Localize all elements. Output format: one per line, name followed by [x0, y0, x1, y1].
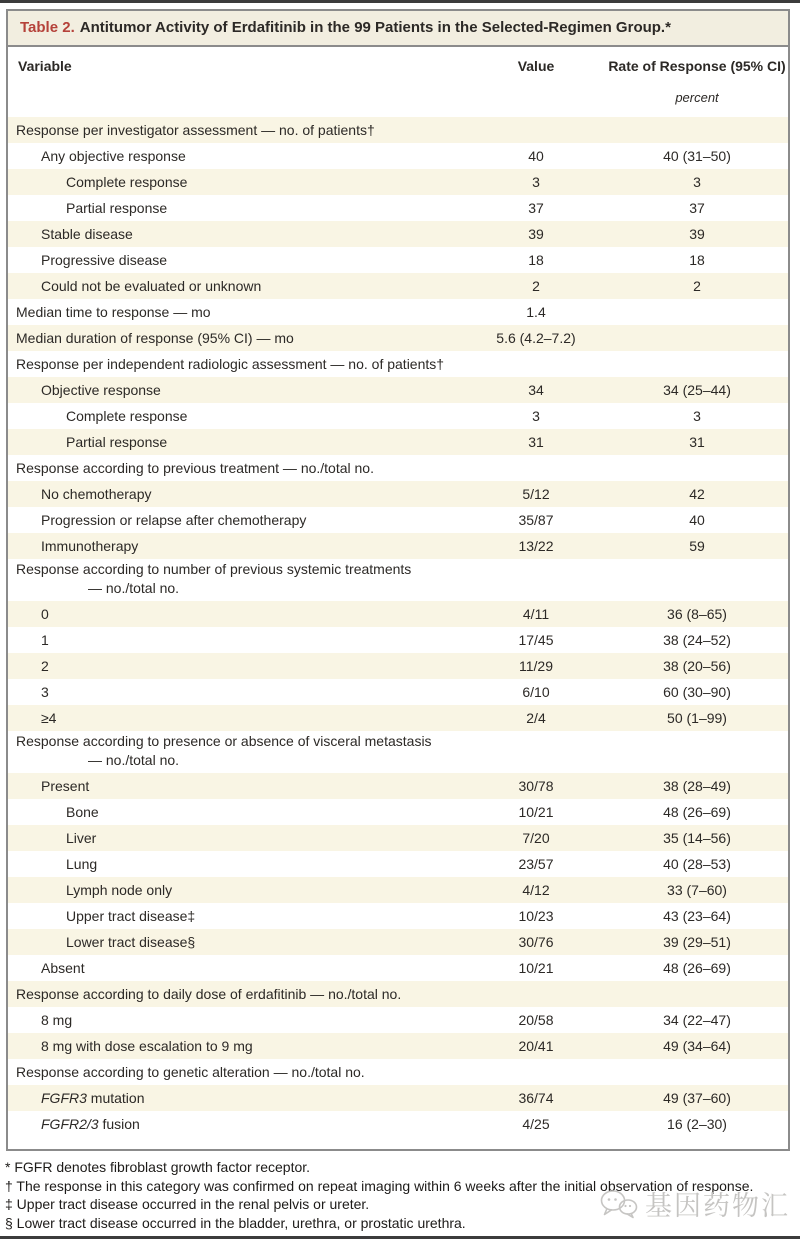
table-body [8, 117, 788, 1137]
row-value: 4/11 [522, 606, 550, 622]
table-row [8, 143, 788, 169]
table-row [8, 653, 788, 679]
row-value: 30/76 [518, 934, 554, 950]
row-value: 31 [528, 434, 544, 450]
row-value: 3 [532, 408, 540, 424]
watermark-text: 基因药物汇 [645, 1191, 790, 1221]
table-row [8, 1007, 788, 1033]
row-label: Response according to daily dose of erdafitinib — no./total no. [16, 986, 402, 1002]
table-container [6, 9, 790, 1151]
row-value: 17/45 [518, 632, 554, 648]
row-rate: 33 (7–60) [667, 882, 727, 898]
row-rate: 48 (26–69) [663, 960, 731, 976]
table-row [8, 117, 788, 143]
column-header-rate-unit: percent [675, 90, 719, 105]
table-row [8, 705, 788, 731]
row-label: Response according to number of previous systemic treatments — no./total no. [16, 561, 412, 596]
row-label: Objective response [41, 382, 161, 398]
row-rate: 40 (28–53) [663, 856, 731, 872]
row-value: 13/22 [518, 538, 554, 554]
row-value: 40 [528, 148, 544, 164]
table-row [8, 377, 788, 403]
table-row [8, 877, 788, 903]
row-label: FGFR3 mutation [41, 1090, 145, 1106]
row-rate: 3 [693, 408, 701, 424]
row-label: 0 [41, 606, 49, 622]
row-label: Lower tract disease§ [66, 934, 196, 950]
row-label: 1 [41, 632, 49, 648]
table-row [8, 221, 788, 247]
row-label: Complete response [66, 408, 188, 424]
row-value: 34 [528, 382, 544, 398]
table-row [8, 929, 788, 955]
row-label: Bone [66, 804, 99, 820]
row-value: 7/20 [522, 830, 550, 846]
row-rate: 37 [689, 200, 705, 216]
table-row [8, 299, 788, 325]
table-title-text: Antitumor Activity of Erdafitinib in the 99 Patients in the Selected-Regimen Group.* [79, 19, 671, 36]
row-rate: 38 (20–56) [663, 658, 731, 674]
table-row [8, 627, 788, 653]
row-label: FGFR2/3 fusion [41, 1116, 140, 1132]
row-rate: 31 [689, 434, 705, 450]
row-value: 1.4 [526, 304, 546, 320]
row-rate: 49 (34–64) [663, 1038, 731, 1054]
row-rate: 59 [689, 538, 705, 554]
row-rate: 38 (28–49) [663, 778, 731, 794]
table-row [8, 247, 788, 273]
table-row [8, 169, 788, 195]
row-label: Response per independent radiologic assessment — no. of patients† [16, 356, 445, 372]
row-label: 8 mg [41, 1012, 73, 1028]
row-value: 2/4 [526, 710, 546, 726]
table-row [8, 773, 788, 799]
row-value: 6/10 [522, 684, 550, 700]
table-row [8, 325, 788, 351]
row-value: 11/29 [519, 658, 553, 674]
row-rate: 40 (31–50) [663, 148, 731, 164]
row-label: Liver [66, 830, 97, 846]
footnote-section: § Lower tract disease occurred in the bladder, urethra, or prostatic urethra. [5, 1214, 466, 1231]
row-label: Present [41, 778, 90, 794]
top-rule [0, 0, 800, 3]
row-value: 20/58 [518, 1012, 554, 1028]
table-bottom-spacer [8, 1137, 788, 1149]
row-label: Absent [41, 960, 85, 976]
row-rate: 38 (24–52) [663, 632, 731, 648]
row-value: 10/23 [518, 908, 554, 924]
row-label: Could not be evaluated or unknown [41, 278, 262, 294]
row-label: ≥4 [41, 710, 57, 726]
row-value: 20/41 [518, 1038, 554, 1054]
table-row [8, 195, 788, 221]
row-label: Response according to presence or absence of visceral metastasis — no./total no. [16, 733, 432, 768]
table-row [8, 533, 788, 559]
row-label: Lymph node only [66, 882, 173, 898]
row-rate: 48 (26–69) [663, 804, 731, 820]
row-label: Median duration of response (95% CI) — mo [16, 330, 294, 346]
row-label: Immunotherapy [41, 538, 139, 554]
row-value: 36/74 [518, 1090, 554, 1106]
column-headers [8, 47, 788, 117]
footnote-double-dagger: ‡ Upper tract disease occurred in the renal pelvis or ureter. [5, 1196, 370, 1212]
table-row [8, 981, 788, 1007]
column-header-variable: Variable [18, 58, 72, 74]
table-row [8, 955, 788, 981]
table-row [8, 799, 788, 825]
row-rate: 18 [689, 252, 705, 268]
row-value: 23/57 [518, 856, 554, 872]
row-rate: 50 (1–99) [667, 710, 727, 726]
row-rate: 16 (2–30) [667, 1116, 727, 1132]
row-value: 5/12 [522, 486, 550, 502]
table-row [8, 559, 788, 601]
table-row [8, 273, 788, 299]
bottom-rule [0, 1236, 800, 1239]
row-label: Partial response [66, 200, 168, 216]
row-rate: 36 (8–65) [667, 606, 727, 622]
table-row [8, 403, 788, 429]
table-row [8, 455, 788, 481]
row-value: 10/21 [518, 960, 554, 976]
row-label: 8 mg with dose escalation to 9 mg [41, 1038, 253, 1054]
row-value: 2 [532, 278, 540, 294]
row-label: Median time to response — mo [16, 304, 211, 320]
row-value: 10/21 [518, 804, 554, 820]
column-header-rate: Rate of Response (95% CI) [608, 58, 786, 74]
row-label: Progression or relapse after chemotherapy [41, 512, 307, 528]
row-label: No chemotherapy [41, 486, 152, 502]
row-label: Progressive disease [41, 252, 168, 268]
row-rate: 42 [689, 486, 705, 502]
row-value: 5.6 (4.2–7.2) [496, 330, 576, 346]
table-row [8, 731, 788, 773]
row-rate: 34 (25–44) [663, 382, 731, 398]
table-row [8, 1085, 788, 1111]
row-label: Any objective response [41, 148, 186, 164]
table-row [8, 825, 788, 851]
row-rate: 39 (29–51) [663, 934, 731, 950]
column-header-value: Value [517, 58, 555, 74]
table-row [8, 851, 788, 877]
row-rate: 49 (37–60) [663, 1090, 731, 1106]
row-value: 35/87 [518, 512, 554, 528]
table-row [8, 481, 788, 507]
table-row [8, 1059, 788, 1085]
row-label: 3 [41, 684, 49, 700]
table-row [8, 429, 788, 455]
row-value: 37 [528, 200, 544, 216]
row-label: Lung [66, 856, 98, 872]
row-label: Response per investigator assessment — no. of patients† [16, 122, 375, 138]
table-row [8, 507, 788, 533]
row-label: Response according to previous treatment — no./total no. [16, 460, 374, 476]
row-value: 4/12 [522, 882, 550, 898]
row-rate: 34 (22–47) [663, 1012, 731, 1028]
row-label: Upper tract disease‡ [66, 908, 196, 924]
footnote-dagger: † The response in this category was confirmed on repeat imaging within 6 weeks after the initial observation of response. [5, 1177, 754, 1194]
table-row [8, 679, 788, 705]
row-value: 3 [532, 174, 540, 190]
table-row [8, 601, 788, 627]
row-rate: 2 [693, 278, 701, 294]
row-rate: 40 [689, 512, 705, 528]
watermark [599, 1184, 790, 1223]
row-rate: 60 (30–90) [663, 684, 731, 700]
row-label: Partial response [66, 434, 168, 450]
table-number: Table 2. [20, 19, 75, 36]
chat-bubbles-icon [599, 1188, 639, 1220]
row-label: Complete response [66, 174, 188, 190]
footnote-asterisk: * FGFR denotes fibroblast growth factor receptor. [5, 1159, 311, 1175]
row-rate: 39 [689, 226, 705, 242]
row-value: 18 [528, 252, 544, 268]
row-label: Response according to genetic alteration — no./total no. [16, 1064, 365, 1080]
row-rate: 35 (14–56) [663, 830, 731, 846]
row-label: 2 [41, 658, 49, 674]
row-rate: 43 (23–64) [663, 908, 731, 924]
row-rate: 3 [693, 174, 701, 190]
row-value: 39 [528, 226, 544, 242]
row-value: 4/25 [522, 1116, 550, 1132]
row-value: 30/78 [518, 778, 554, 794]
table-row [8, 351, 788, 377]
row-label: Stable disease [41, 226, 133, 242]
table-row [8, 1033, 788, 1059]
table-title [8, 11, 788, 47]
table-row [8, 1111, 788, 1137]
table-row [8, 903, 788, 929]
